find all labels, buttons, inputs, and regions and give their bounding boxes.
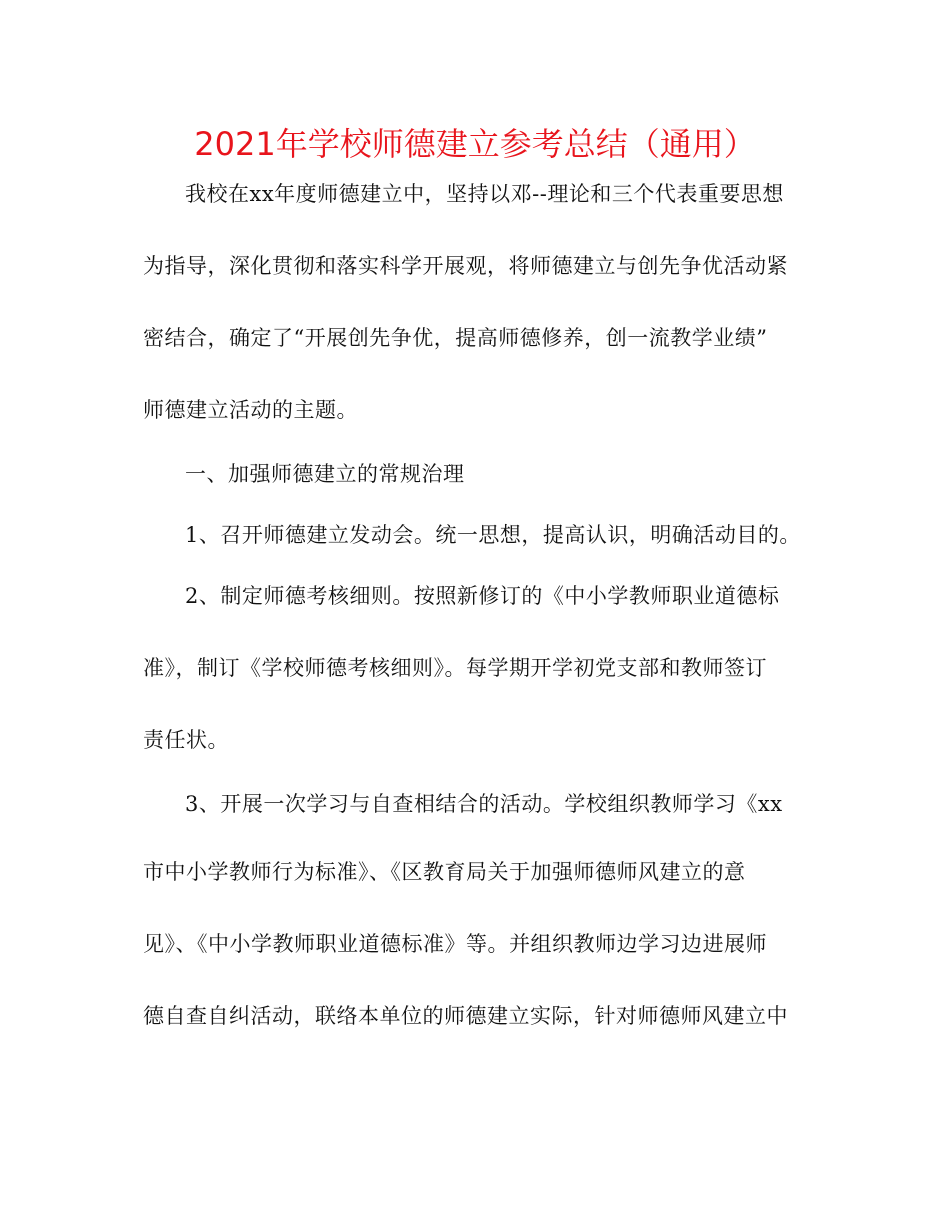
paragraph-line: 2、制定师德考核细则。按照新修订的《中小学教师职业道德标 [185, 584, 780, 608]
document-title: 2021年学校师德建立参考总结（通用） [194, 125, 756, 163]
section-heading: 一、加强师德建立的常规治理 [185, 462, 465, 486]
paragraph-line: 见》、《中小学教师职业道德标准》等。并组织教师边学习边进展师 [143, 932, 767, 956]
paragraph-line: 密结合，确定了“开展创先争优，提高师德修养，创一流教学业绩” [143, 326, 768, 350]
paragraph-line: 准》，制订《学校师德考核细则》。每学期开学初党支部和教师签订 [143, 656, 767, 680]
paragraph-line: 德自查自纠活动，联络本单位的师德建立实际，针对师德师风建立中 [143, 1004, 788, 1028]
paragraph-line: 责任状。 [143, 728, 229, 752]
paragraph-line: 市中小学教师行为标准》、《区教育局关于加强师德师风建立的意 [143, 860, 746, 884]
paragraph-line: 为指导，深化贯彻和落实科学开展观，将师德建立与创先争优活动紧 [143, 254, 788, 278]
paragraph-line: 3、开展一次学习与自查相结合的活动。学校组织教师学习《xx [185, 792, 783, 816]
paragraph-line: 我校在xx年度师德建立中，坚持以邓--理论和三个代表重要思想 [185, 182, 784, 206]
paragraph-line: 师德建立活动的主题。 [143, 398, 358, 422]
paragraph-line: 1、召开师德建立发动会。统一思想，提高认识，明确活动目的。 [185, 523, 801, 547]
